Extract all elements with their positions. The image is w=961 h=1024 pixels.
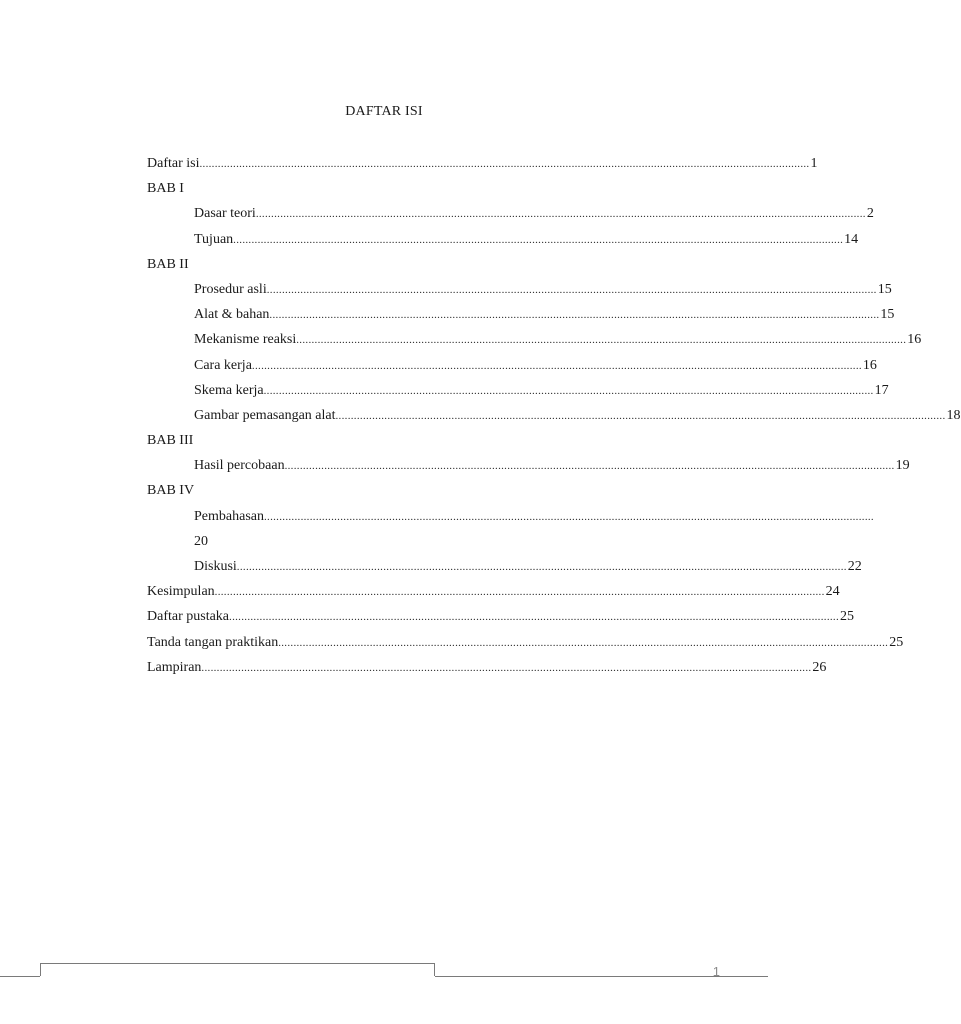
toc-entry-label: Diskusi: [194, 559, 237, 574]
toc-chapter-bab-2: [147, 252, 629, 277]
toc-entry-label: Daftar isi: [147, 156, 200, 171]
toc-entry-page: 1: [810, 156, 818, 171]
chapter-heading: BAB IV: [147, 483, 195, 499]
toc-entry-page: 17: [874, 382, 889, 398]
footer-tab-box: [40, 963, 435, 976]
toc-chapter-bab-3: [147, 428, 629, 453]
leader-dots: ........................................................................................................................................................................................................: [201, 661, 812, 674]
toc-entry-cara-kerja[interactable]: [147, 353, 877, 378]
toc-chapter-bab-1: [147, 176, 629, 201]
toc-entry-label: Tanda tangan praktikan: [147, 634, 279, 650]
toc-entry-page: 18: [946, 407, 961, 423]
footer-page-number: 1: [712, 964, 720, 979]
toc-chapter-bab-4: [147, 478, 629, 503]
footer-rule: [0, 976, 40, 977]
toc-entry-daftar-isi[interactable]: [147, 151, 818, 176]
toc-entry-label: Pembahasan: [194, 508, 264, 524]
leader-dots: ........................................................................................................................................................................................................: [296, 334, 907, 347]
toc-entry-lampiran[interactable]: [147, 655, 827, 680]
toc-entry-dasar-teori[interactable]: [147, 201, 874, 226]
toc-entry-page: 25: [840, 609, 855, 625]
leader-dots: ........................................................................................................................................................................................................: [233, 233, 844, 246]
toc-entry-pembahasan-page-line[interactable]: [147, 529, 629, 554]
leader-dots: ........................................................................................................................................................................................................: [236, 561, 847, 573]
toc-entry-label: Gambar pemasangan alat: [194, 407, 336, 423]
leader-dots: ........................................................................................................................................................................................................: [229, 611, 840, 624]
toc-entry-pembahasan[interactable]: [147, 504, 874, 529]
leader-dots: ........................................................................................................................................................................................................: [255, 208, 866, 221]
toc-entry-skema-kerja[interactable]: [147, 378, 889, 403]
toc-entry-daftar-pustaka[interactable]: [147, 604, 855, 629]
toc-entry-kesimpulan[interactable]: [147, 579, 840, 604]
toc-entry-page: 19: [895, 458, 910, 474]
toc-entry-page: 2: [866, 206, 874, 222]
toc-entry-alat-bahan[interactable]: [147, 302, 895, 327]
toc-entry-page: 24: [825, 584, 840, 600]
chapter-heading: BAB III: [147, 433, 194, 449]
table-of-contents: [147, 151, 961, 680]
toc-entry-label: Alat & bahan: [194, 307, 270, 323]
toc-entry-hasil-percobaan[interactable]: [147, 453, 910, 478]
toc-entry-mekanisme-reaksi[interactable]: [147, 327, 922, 352]
toc-entry-prosedur-asli[interactable]: [147, 277, 892, 302]
toc-entry-page: 25: [889, 634, 904, 650]
toc-entry-page: 15: [877, 281, 892, 297]
toc-entry-label: Prosedur asli: [194, 281, 267, 297]
toc-entry-label: Dasar teori: [194, 206, 256, 222]
toc-entry-label: Mekanisme reaksi: [194, 332, 297, 348]
leader-dots: ........................................................................................................................................................................................................: [266, 283, 877, 296]
toc-entry-page: 15: [880, 307, 895, 323]
toc-entry-page: 20: [194, 533, 208, 549]
page-title: DAFTAR ISI: [345, 104, 423, 119]
toc-entry-diskusi[interactable]: [147, 554, 862, 579]
toc-entry-page: 16: [907, 332, 922, 348]
toc-entry-label: Lampiran: [147, 659, 202, 675]
leader-dots: ........................................................................................................................................................................................................: [284, 460, 895, 473]
toc-entry-tanda-tangan-praktikan[interactable]: [147, 630, 904, 655]
leader-dots: ........................................................................................................................................................................................................: [214, 586, 825, 599]
toc-entry-label: Cara kerja: [194, 357, 252, 373]
leader-dots: ........................................................................................................................................................................................................: [278, 636, 889, 649]
chapter-heading: BAB I: [147, 181, 184, 197]
toc-entry-label: Kesimpulan: [147, 584, 215, 600]
leader-dots: ........................................................................................................................................................................................................: [263, 510, 874, 523]
toc-entry-page: 16: [862, 357, 877, 373]
leader-dots: ........................................................................................................................................................................................................: [251, 359, 862, 372]
toc-entry-page: 14: [844, 231, 859, 247]
leader-dots: ........................................................................................................................................................................................................: [335, 409, 946, 422]
toc-entry-label: Skema kerja: [194, 382, 264, 398]
leader-dots: ........................................................................................................................................................................................................: [269, 309, 880, 322]
toc-entry-label: Tujuan: [194, 231, 234, 247]
toc-entry-label: Hasil percobaan: [194, 458, 285, 474]
toc-entry-page: 26: [812, 659, 827, 675]
leader-dots: ........................................................................................................................................................................................................: [263, 384, 874, 397]
toc-entry-gambar-pemasangan-alat[interactable]: [147, 403, 961, 428]
toc-entry-label: Daftar pustaka: [147, 609, 230, 625]
chapter-heading: BAB II: [147, 256, 189, 272]
toc-entry-tujuan[interactable]: [147, 227, 859, 252]
leader-dots: ........................................................................................................................................................................................................: [199, 158, 810, 170]
toc-entry-page: 22: [847, 559, 862, 574]
